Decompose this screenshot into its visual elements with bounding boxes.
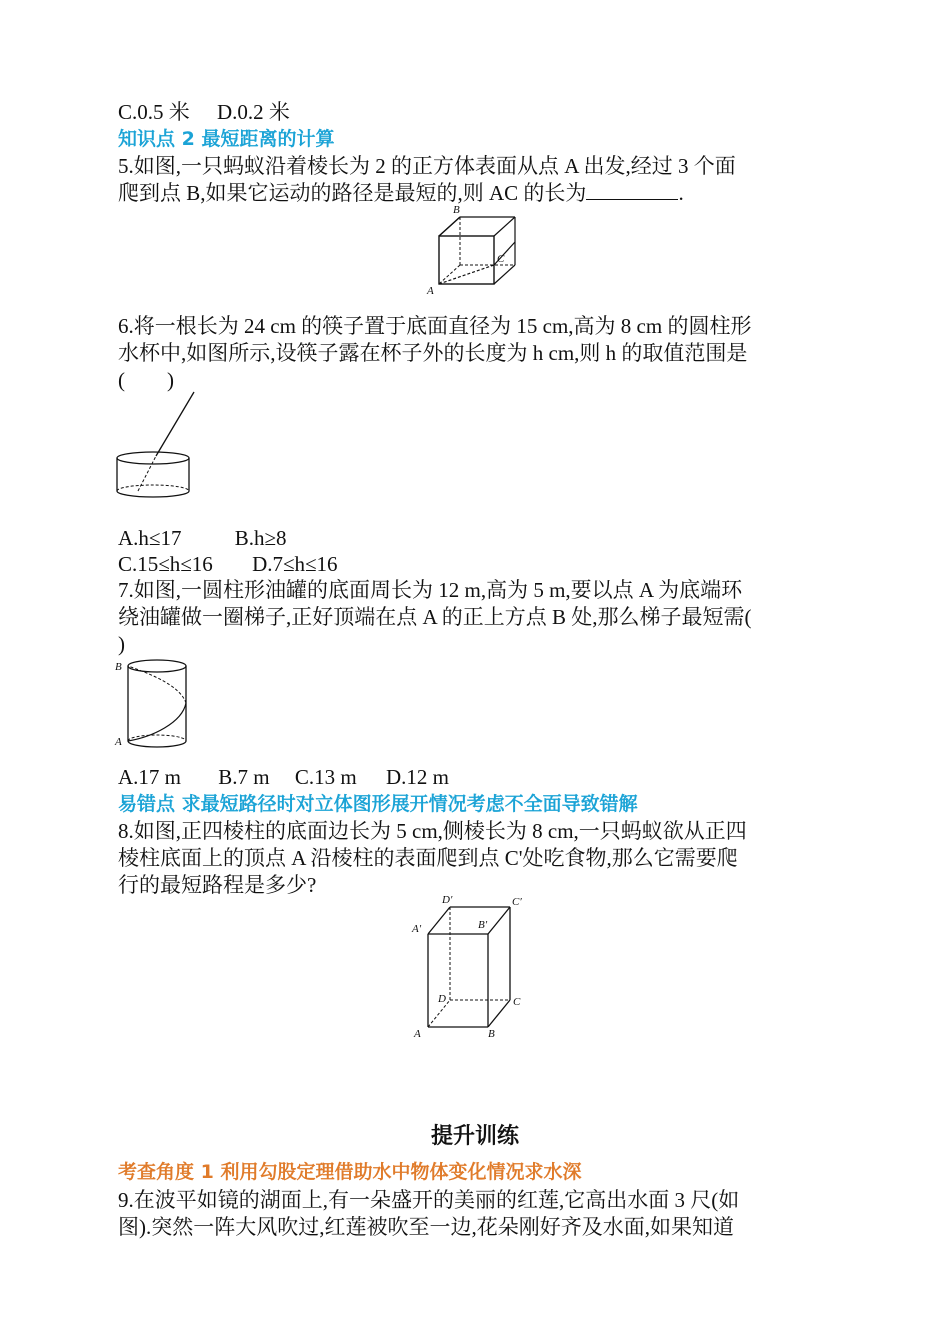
q7-line-1: 7.如图,一圆柱形油罐的底面周长为 12 m,高为 5 m,要以点 A 为底端环: [118, 578, 743, 602]
q7-option-b: B.7 m: [218, 765, 270, 789]
q4-option-c: C.0.5 米: [118, 100, 190, 124]
q8-label-d: D: [438, 993, 446, 1005]
q5-line-2-text: 爬到点 B,如果它运动的路径是最短的,则 AC 的长为: [118, 181, 587, 205]
q7-options: [118, 764, 449, 791]
q8-label-c: C: [513, 996, 521, 1008]
q4-option-d: D.0.2 米: [217, 100, 290, 124]
q5-cube-figure: [425, 202, 525, 298]
q9-line-2: 图).突然一阵大风吹过,红莲被吹至一边,花朵刚好齐及水面,如果知道: [118, 1215, 734, 1239]
q8-label-d-prime: D′: [442, 894, 453, 906]
q7-label-b: B: [115, 661, 122, 673]
q7-label-a: A: [115, 736, 122, 748]
q6-options-row-1: [118, 525, 287, 552]
q6-line-3: ( ): [118, 368, 174, 392]
q9-line-1: 9.在波平如镜的湖面上,有一朵盛开的美丽的红莲,它高出水面 3 尺(如: [118, 1188, 740, 1212]
q5-line-2-end: .: [678, 181, 684, 205]
q5-answer-blank: [586, 181, 678, 200]
error-prone-heading: 易错点 求最短路径时对立体图形展开情况考虑不全面导致错解: [118, 793, 638, 815]
knowledge-point-2-heading: 知识点 2 最短距离的计算: [118, 128, 335, 150]
q8-label-b: B: [488, 1028, 495, 1040]
q5-line-2: [118, 180, 684, 207]
q7-line-3: ): [118, 632, 125, 656]
q6-line-2: 水杯中,如图所示,设筷子露在杯子外的长度为 h cm,则 h 的取值范围是: [118, 341, 748, 365]
q8-line-1: 8.如图,正四棱柱的底面边长为 5 cm,侧棱长为 8 cm,一只蚂蚁欲从正四: [118, 819, 747, 843]
q6-options-row-2: [118, 551, 338, 578]
q6-cup-chopstick-figure: [112, 388, 202, 502]
q5-label-b: B: [453, 204, 460, 216]
q7-line-2: 绕油罐做一圈梯子,正好顶端在点 A 的正上方点 B 处,那么梯子最短需(: [118, 605, 752, 629]
q6-line-1: 6.将一根长为 24 cm 的筷子置于底面直径为 15 cm,高为 8 cm 的圆柱形: [118, 314, 752, 338]
q8-line-2: 棱柱底面上的顶点 A 沿棱柱的表面爬到点 C'处吃食物,那么它需要爬: [118, 846, 738, 870]
q8-label-b-prime: B′: [478, 919, 488, 931]
q8-label-c-prime: C′: [512, 896, 522, 908]
q8-line-3: 行的最短路程是多少?: [118, 873, 317, 897]
q6-option-a: A.h≤17: [118, 526, 182, 550]
q7-tank-figure: [112, 655, 194, 755]
angle-1-heading: 考查角度 1 利用勾股定理借助水中物体变化情况求水深: [118, 1161, 582, 1183]
q5-label-a: A: [427, 285, 434, 297]
q7-option-a: A.17 m: [118, 765, 181, 789]
q8-label-a: A: [414, 1028, 421, 1040]
q6-option-b: B.h≥8: [234, 526, 287, 550]
q6-option-d: D.7≤h≤16: [252, 552, 338, 576]
q5-line-1: 5.如图,一只蚂蚁沿着棱长为 2 的正方体表面从点 A 出发,经过 3 个面: [118, 154, 736, 178]
q7-option-d: D.12 m: [385, 765, 449, 789]
q7-option-c: C.13 m: [294, 765, 357, 789]
q4-options: [118, 99, 290, 126]
q5-label-c: C: [497, 253, 505, 265]
q8-label-a-prime: A′: [412, 923, 422, 935]
q6-option-c: C.15≤h≤16: [118, 552, 213, 576]
section-title: 提升训练: [430, 1124, 519, 1149]
q8-prism-figure: [408, 892, 533, 1042]
